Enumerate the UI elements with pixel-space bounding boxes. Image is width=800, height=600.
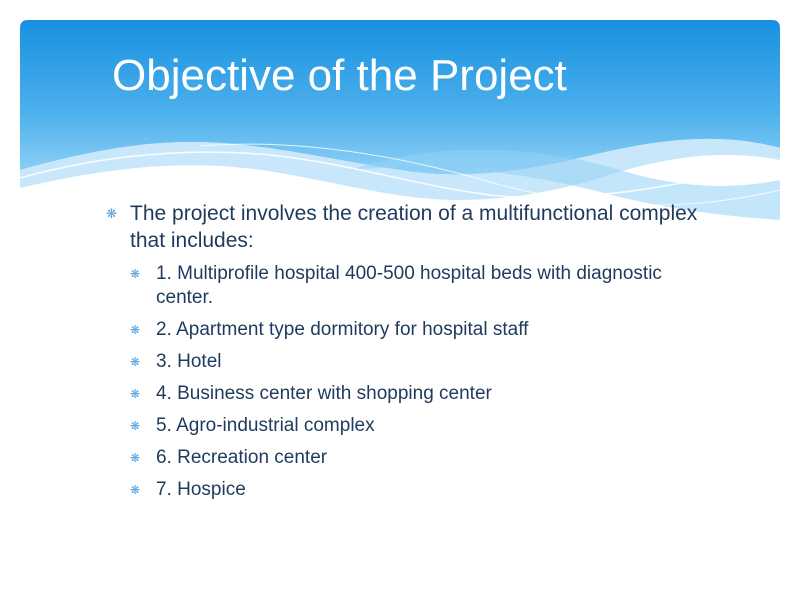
list-item: [130, 350, 710, 374]
list-item-text: 6. Recreation center: [156, 447, 328, 468]
list-item-text: 4. Business center with shopping center: [156, 383, 492, 404]
list-item-text: 5. Agro-industrial complex: [156, 415, 375, 436]
asterisk-bullet-icon: ❋: [130, 419, 141, 433]
list-item-intro: [100, 200, 710, 502]
list-item-text: 3. Hotel: [156, 351, 222, 372]
list-item: [130, 262, 710, 310]
sub-bullet-list: [130, 262, 710, 502]
list-item: [130, 446, 710, 470]
asterisk-bullet-icon: ❋: [130, 483, 141, 497]
list-item-text: 2. Apartment type dormitory for hospital staff: [156, 319, 529, 340]
asterisk-bullet-icon: ❋: [130, 323, 141, 337]
bullet-list: [100, 200, 710, 502]
asterisk-bullet-icon: ❋: [130, 451, 141, 465]
asterisk-bullet-icon: ❋: [130, 387, 141, 401]
list-item-text: 1. Multiprofile hospital 400-500 hospital beds with diagnostic center.: [156, 263, 662, 308]
list-item: [130, 318, 710, 342]
asterisk-bullet-icon: ❋: [130, 267, 141, 281]
list-item: [130, 382, 710, 406]
list-item-text: 7. Hospice: [156, 479, 246, 500]
list-item: [130, 478, 710, 502]
asterisk-bullet-icon: ❋: [130, 355, 141, 369]
slide-title: Objective of the Project: [112, 51, 567, 100]
intro-text: The project involves the creation of a multifunctional complex that includes:: [130, 202, 698, 252]
content-body: [100, 200, 710, 510]
list-item: [130, 414, 710, 438]
asterisk-bullet-icon: ❋: [106, 206, 117, 221]
